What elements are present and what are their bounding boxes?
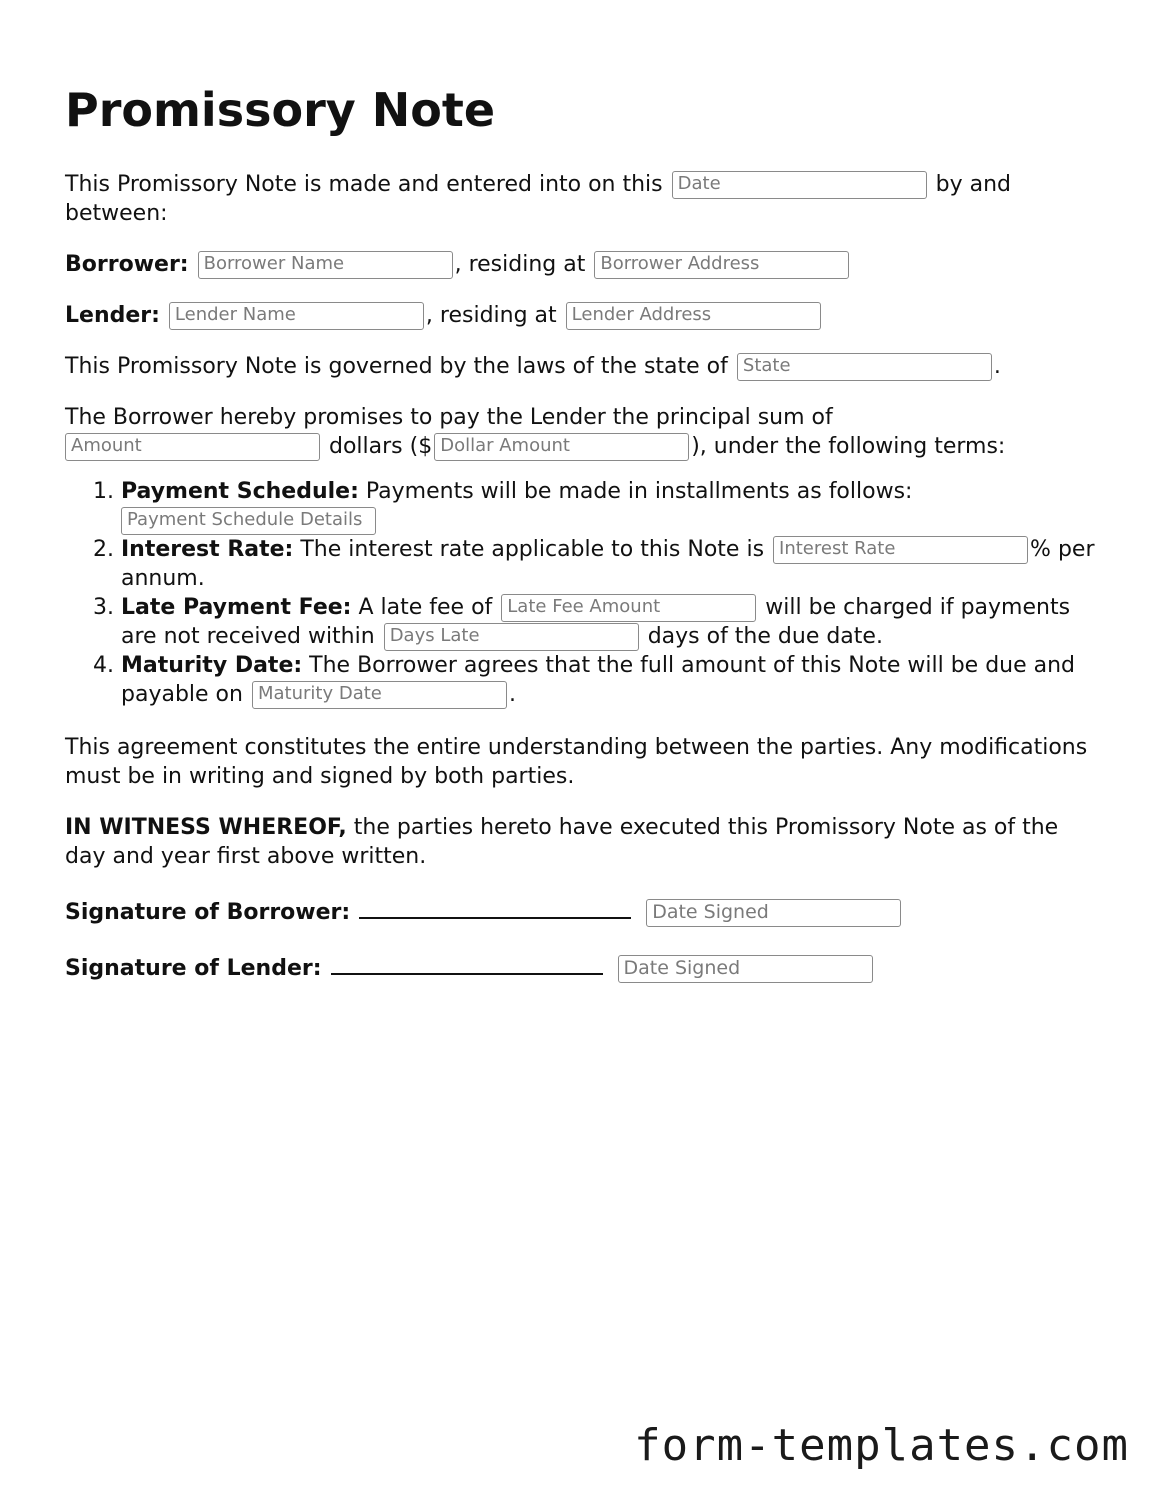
intro-text: This Promissory Note is made and entered into on this xyxy=(65,172,663,197)
promissory-note-form xyxy=(65,80,1105,1005)
term-interest-rate xyxy=(121,535,1105,593)
date-field[interactable]: Date xyxy=(672,171,927,199)
term-payment-schedule xyxy=(121,477,1105,535)
lender-signature-row xyxy=(65,949,1105,983)
interest-rate-tail: per annum. xyxy=(121,537,1095,591)
payment-schedule-field[interactable]: Payment Schedule Details xyxy=(121,507,376,535)
governing-text: This Promissory Note is governed by the laws of the state of xyxy=(65,354,728,379)
late-fee-text: A late fee of xyxy=(358,595,493,620)
terms-list xyxy=(65,477,1105,709)
dollars-text: dollars ($ xyxy=(329,434,433,459)
witness-paragraph xyxy=(65,813,1105,871)
borrower-signature-label: Signature of Borrower: xyxy=(65,900,351,925)
late-fee-mid-text: will be charged if payments are not received within xyxy=(121,595,1071,649)
lender-label: Lender: xyxy=(65,303,160,328)
lender-residing-text: , residing at xyxy=(425,303,557,328)
page-title: Promissory Note xyxy=(65,83,496,137)
lender-signature-label: Signature of Lender: xyxy=(65,956,322,981)
governing-law-paragraph xyxy=(65,352,1105,381)
late-fee-tail: days of the due date. xyxy=(647,624,883,649)
lender-address-field[interactable]: Lender Address xyxy=(566,302,821,330)
borrower-signature-line[interactable] xyxy=(359,893,631,919)
interest-rate-text: The interest rate applicable to this Note is xyxy=(300,537,765,562)
agreement-paragraph: This agreement constitutes the entire understanding between the parties. Any modifications must be in writing and signed by both parties. xyxy=(65,735,1088,789)
witness-text: the parties hereto have executed this Promissory Note as of the day and year first above written. xyxy=(65,815,1059,869)
lender-signature-line[interactable] xyxy=(331,949,603,975)
payment-schedule-text: Payments will be made in installments as follows: xyxy=(365,479,913,504)
dollar-amount-field[interactable]: Dollar Amount xyxy=(434,433,689,461)
maturity-end: . xyxy=(508,682,516,707)
borrower-signature-row xyxy=(65,893,1105,927)
principal-text: The Borrower hereby promises to pay the Lender the principal sum of xyxy=(65,405,833,430)
governing-end: . xyxy=(993,354,1001,379)
late-fee-label: Late Payment Fee: xyxy=(121,595,352,620)
intro-text-after: by and between: xyxy=(65,172,1012,226)
principal-paragraph xyxy=(65,403,1105,461)
intro-paragraph xyxy=(65,170,1105,228)
lender-date-signed-field[interactable]: Date Signed xyxy=(618,955,873,983)
payment-schedule-label: Payment Schedule: xyxy=(121,479,359,504)
interest-rate-label: Interest Rate: xyxy=(121,537,294,562)
days-late-field[interactable]: Days Late xyxy=(384,623,639,651)
maturity-date-field[interactable]: Maturity Date xyxy=(252,681,507,709)
term-late-fee xyxy=(121,593,1105,651)
watermark: form-templates.com xyxy=(634,1420,1129,1471)
interest-rate-suffix: % xyxy=(1030,537,1051,562)
term-maturity-date xyxy=(121,651,1105,709)
borrower-date-signed-field[interactable]: Date Signed xyxy=(646,899,901,927)
late-fee-amount-field[interactable]: Late Fee Amount xyxy=(501,594,756,622)
state-field[interactable]: State xyxy=(737,353,992,381)
lender-paragraph xyxy=(65,301,1105,330)
borrower-label: Borrower: xyxy=(65,252,189,277)
maturity-text: The Borrower agrees that the full amount of this Note will be due and payable on xyxy=(121,653,1076,707)
borrower-paragraph xyxy=(65,250,1105,279)
amount-field[interactable]: Amount xyxy=(65,433,320,461)
maturity-label: Maturity Date: xyxy=(121,653,303,678)
borrower-name-field[interactable]: Borrower Name xyxy=(198,251,453,279)
borrower-address-field[interactable]: Borrower Address xyxy=(594,251,849,279)
terms-intro-text: ), under the following terms: xyxy=(691,434,1006,459)
lender-name-field[interactable]: Lender Name xyxy=(169,302,424,330)
borrower-residing-text: , residing at xyxy=(454,252,586,277)
interest-rate-field[interactable]: Interest Rate xyxy=(773,536,1028,564)
witness-bold: IN WITNESS WHEREOF, xyxy=(65,815,347,840)
